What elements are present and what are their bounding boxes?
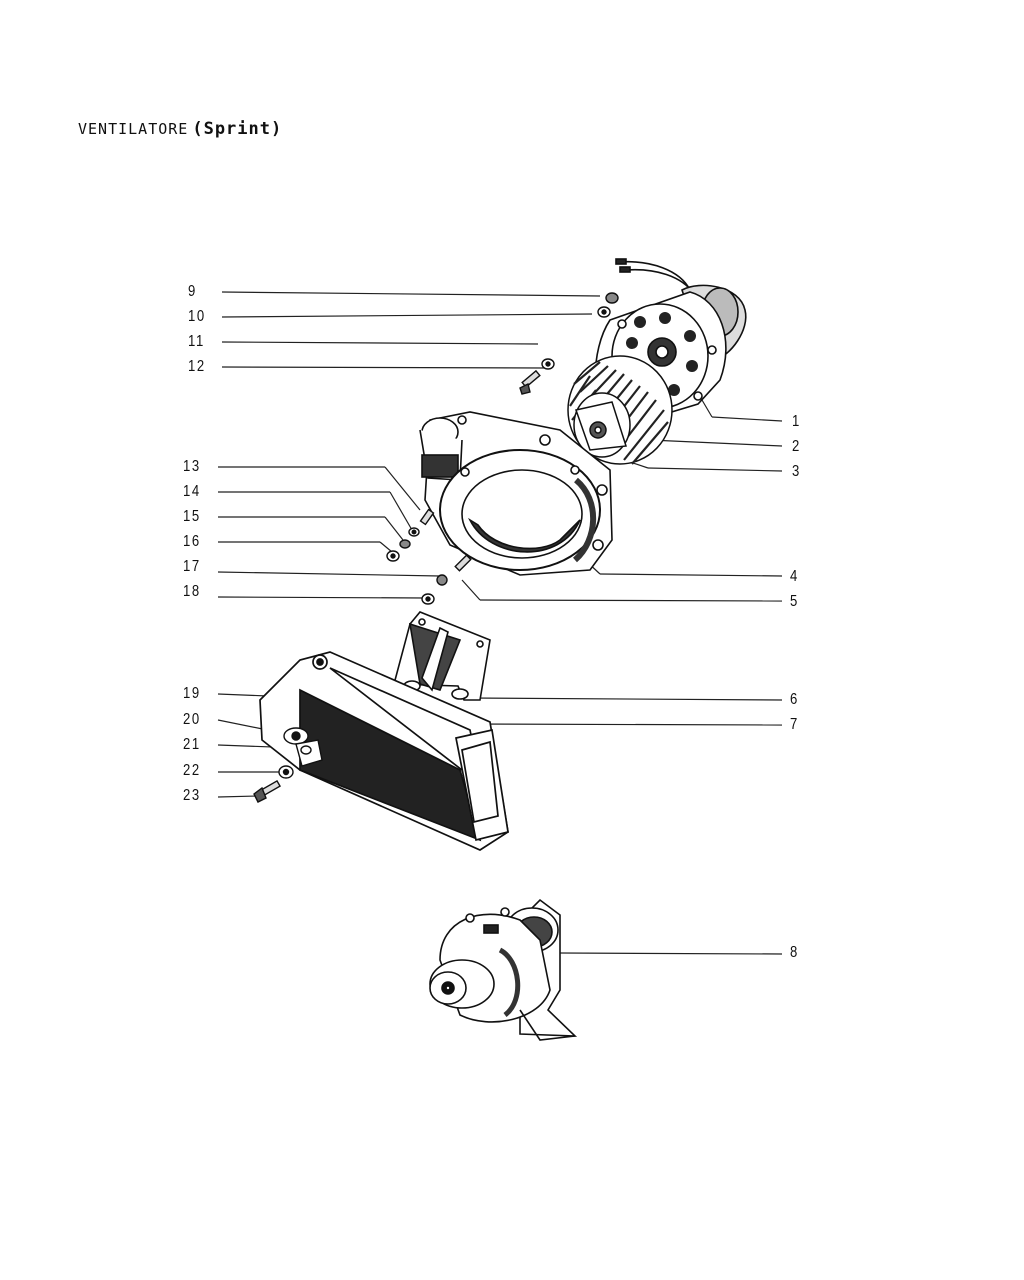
callout-16: 16 [183,533,201,550]
callout-4: 4 [790,568,799,585]
callout-6: 6 [790,691,799,708]
fan-wheel [568,356,672,464]
callout-21: 21 [183,736,201,753]
callout-19: 19 [183,685,201,702]
callout-20: 20 [183,711,201,728]
callout-12: 12 [188,358,206,375]
callout-22: 22 [183,762,201,779]
callout-13: 13 [183,458,201,475]
callout-8: 8 [790,944,799,961]
callout-17: 17 [183,558,201,575]
callout-10: 10 [188,308,206,325]
callout-7: 7 [790,716,799,733]
callout-18: 18 [183,583,201,600]
callout-1: 1 [792,413,801,430]
callout-3: 3 [792,463,801,480]
callout-15: 15 [183,508,201,525]
assembled-fan-unit [430,900,575,1040]
callout-14: 14 [183,483,201,500]
callout-2: 2 [792,438,801,455]
title-main: VENTILATORE [78,120,189,138]
title-sub: (Sprint) [192,119,283,139]
callout-9: 9 [188,283,197,300]
callout-5: 5 [790,593,799,610]
callout-23: 23 [183,787,201,804]
callout-11: 11 [188,333,205,350]
